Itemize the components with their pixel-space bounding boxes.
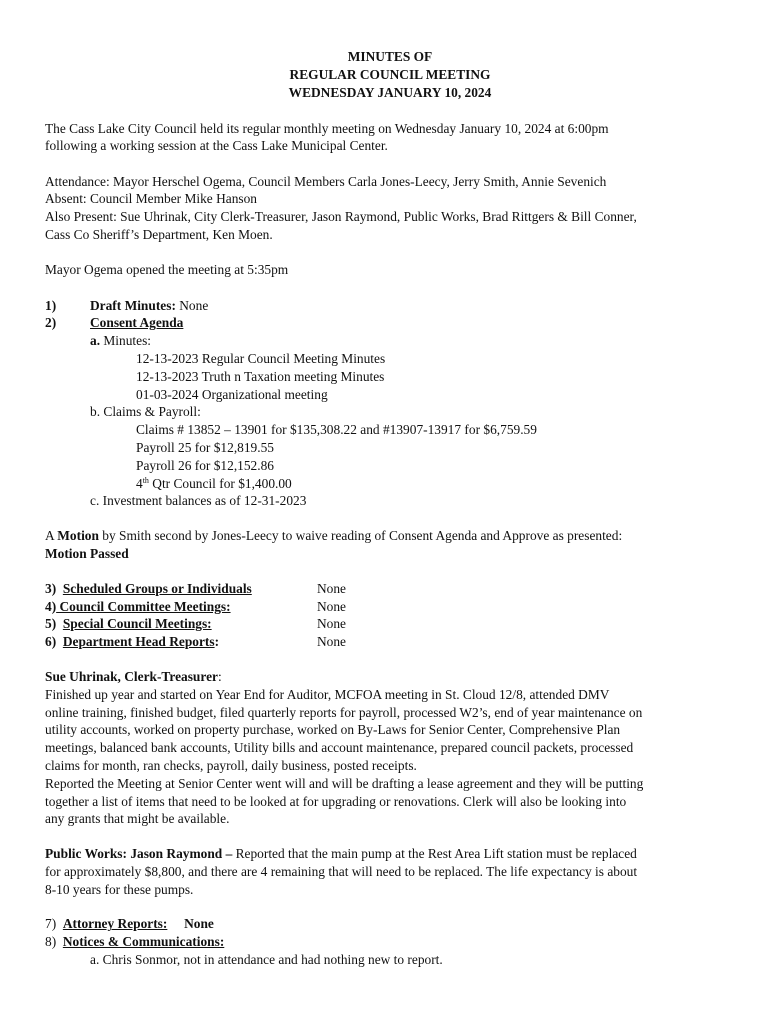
- absent-line: Absent: Council Member Mike Hanson: [45, 191, 257, 207]
- section-label: Department Head Reports: [62, 634, 215, 650]
- attorney-reports: 7) Attorney Reports: None: [45, 916, 214, 932]
- section-value: None: [317, 634, 347, 650]
- attendance-line: Attendance: Mayor Herschel Ogema, Council Members Carla Jones-Leecy, Jerry Smith, Annie Sevenich: [45, 173, 607, 189]
- qtr-council-item: 4th Qtr Council for $1,400.00: [136, 475, 292, 491]
- minutes-item: 12-13-2023 Truth n Taxation meeting Minutes: [136, 368, 385, 384]
- claims-item: Payroll 26 for $12,152.86: [136, 457, 274, 473]
- notices-communications: 8) Notices & Communications:: [45, 934, 225, 950]
- clerk-report-line: utility accounts, worked on property purchase, worked on By-Laws for Senior Center, Comprehensive Plan: [45, 722, 621, 738]
- section-value: None: [317, 580, 347, 596]
- investment-balances: c. Investment balances as of 12-31-2023: [90, 493, 307, 509]
- section-value: None: [317, 598, 347, 614]
- notices-item: a. Chris Sonmor, not in attendance and had nothing new to report.: [90, 952, 443, 968]
- document-header: [45, 48, 735, 102]
- clerk-report-line: meetings, balanced bank accounts, Utility bills and account maintenance, prepared council packets, processed: [45, 740, 634, 756]
- claims-item: Claims # 13852 – 13901 for $135,308.22 and #13907-13917 for $6,759.59: [136, 422, 537, 438]
- section-value: None: [317, 616, 347, 632]
- section-label: Council Committee Meetings:: [56, 598, 231, 614]
- motion-result: Motion Passed: [45, 545, 129, 561]
- section-label: Scheduled Groups or Individuals: [62, 580, 252, 596]
- public-works-line: for approximately $8,800, and there are 4 remaining that will need to be replaced. The life expectancy is about: [45, 863, 638, 879]
- clerk-report-line: Finished up year and started on Year End for Auditor, MCFOA meeting in St. Cloud 12/8, attended DMV: [45, 686, 610, 702]
- claims-payroll-heading: b. Claims & Payroll:: [90, 404, 201, 420]
- section-label: Special Council Meetings:: [62, 616, 212, 632]
- public-works-report: Public Works: Jason Raymond – Reported that the main pump at the Rest Area Lift station must be replaced: [45, 846, 637, 862]
- clerk-report-line: claims for month, ran checks, payroll, daily business, posted receipts.: [45, 757, 417, 773]
- meeting-opened: Mayor Ogema opened the meeting at 5:35pm: [45, 262, 289, 278]
- clerk-report-line: any grants that might be available.: [45, 811, 230, 827]
- section-row: 6) Department Head Reports: None: [45, 634, 347, 650]
- section-row: 5) Special Council Meetings: None: [45, 616, 347, 632]
- claims-item: Payroll 25 for $12,819.55: [136, 439, 274, 455]
- item-consent-agenda: 2) Consent Agenda: [45, 315, 184, 331]
- section-row: 4) Council Committee Meetings: None: [45, 598, 347, 614]
- minutes-item: 01-03-2024 Organizational meeting: [136, 386, 328, 402]
- intro-line-1: The Cass Lake City Council held its regular monthly meeting on Wednesday January 10, 2024 at 6:00pm: [45, 120, 609, 136]
- minutes-item: 12-13-2023 Regular Council Meeting Minutes: [136, 350, 386, 366]
- header-line-2: REGULAR COUNCIL MEETING: [289, 67, 491, 82]
- public-works-line: 8-10 years for these pumps.: [45, 881, 194, 897]
- consent-minutes-heading: a. Minutes:: [90, 333, 152, 349]
- header-line-1: MINUTES OF: [347, 49, 433, 64]
- clerk-report-line: online training, finished budget, filed quarterly reports for payroll, processed W2’s, end of year maintenance on: [45, 704, 643, 720]
- also-present-line-2: Cass Co Sheriff’s Department, Ken Moen.: [45, 226, 273, 242]
- header-line-3: WEDNESDAY JANUARY 10, 2024: [288, 85, 492, 100]
- clerk-report-line: Reported the Meeting at Senior Center went will and will be drafting a lease agreement and they will be putting: [45, 775, 644, 791]
- clerk-report-heading: Sue Uhrinak, Clerk-Treasurer:: [45, 668, 222, 684]
- section-row: 3) Scheduled Groups or Individuals None: [45, 580, 347, 596]
- intro-line-2: following a working session at the Cass Lake Municipal Center.: [45, 138, 388, 154]
- item-draft-minutes: 1) Draft Minutes: None: [45, 297, 209, 313]
- document-page: [45, 48, 735, 969]
- also-present-line: Also Present: Sue Uhrinak, City Clerk-Treasurer, Jason Raymond, Public Works, Brad Rittgers & Bill Conner,: [45, 209, 637, 225]
- clerk-report-line: together a list of items that need to be looked at for upgrading or renovations. Clerk will also be looking into: [45, 793, 627, 809]
- motion-text: A Motion by Smith second by Jones-Leecy to waive reading of Consent Agenda and Approve as presented:: [45, 528, 623, 544]
